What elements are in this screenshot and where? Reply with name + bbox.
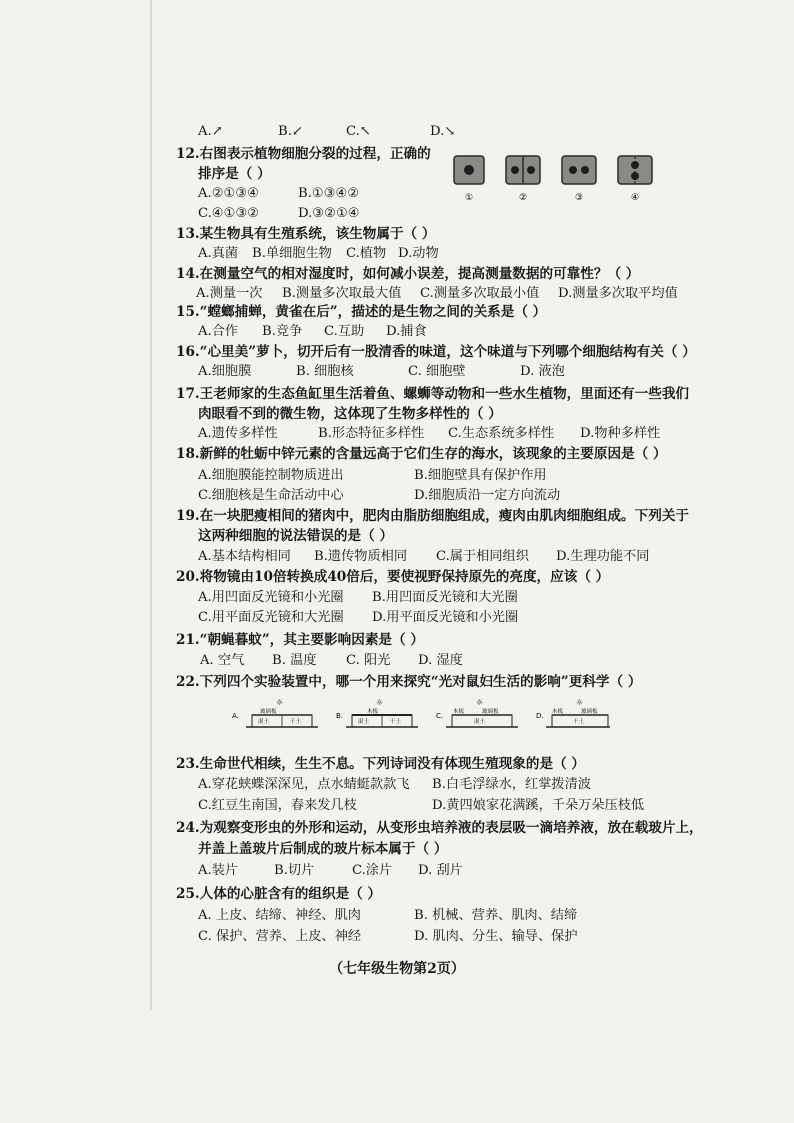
q17-option-b: B.形态特征多样性 [318, 426, 425, 441]
q23-option-c: C.红豆生南国，春来发几枝 [198, 798, 357, 813]
q11-option-c: C.↖ [346, 124, 371, 139]
q12-option-b: B.①③④② [298, 186, 360, 201]
q24-option-c: C.涂片 [352, 863, 393, 878]
q19-stem-line1: 19.在一块肥瘦相间的猪肉中，肥肉由脂肪细胞组成，瘦肉由肌肉细胞组成。下列关于 [176, 508, 690, 524]
q16-option-a: A.细胞膜 [198, 364, 252, 379]
setup-d-cover-right: 玻璃板 [581, 709, 598, 715]
setup-a-cover-left: 玻璃板 [260, 709, 277, 715]
q18-option-a: A.细胞膜能控制物质进出 [198, 468, 344, 483]
q18-stem: 18.新鲜的牡蛎中锌元素的含量远高于它们生存的海水，该现象的主要原因是（ ） [176, 446, 667, 462]
q12-stem-line2: 排序是（ ） [198, 166, 271, 182]
setup-c-cover-left: 木板 [453, 709, 465, 715]
setup-c-letter: C. [436, 712, 444, 720]
setup-b-soil-right: 干土 [390, 719, 402, 725]
setup-a-letter: A. [232, 712, 239, 720]
q11-option-d: D.↘ [430, 124, 456, 139]
q21-option-c: C. 阳光 [346, 653, 391, 668]
q20-option-c: C.用平面反光镜和大光圈 [198, 610, 344, 625]
q19-stem-line2: 这两种细胞的说法错误的是（ ） [198, 528, 394, 544]
q22-stem: 22.下列四个实验装置中，哪一个用来探究“光对鼠妇生活的影响”更科学（ ） [176, 674, 642, 690]
q24-stem-line2: 并盖上盖玻片后制成的玻片标本属于（ ） [198, 841, 448, 857]
setup-b-cover-left: 木板 [367, 709, 379, 715]
cell-division-figure [448, 150, 658, 205]
sun-icon: ☼ [376, 698, 384, 707]
sun-icon: ☼ [276, 698, 284, 707]
q25-option-b: B. 机械、营养、肌肉、结缔 [414, 908, 578, 923]
q25-option-d: D. 肌肉、分生、输导、保护 [414, 929, 578, 944]
q17-stem-line2: 肉眼看不到的微生物，这体现了生物多样性的（ ） [198, 406, 502, 422]
q17-stem-line1: 17.王老师家的生态鱼缸里生活着鱼、螺蛳等动物和一些水生植物，里面还有一些我们 [176, 386, 690, 402]
cell-label-4: ④ [631, 193, 640, 203]
q13-stem: 13.某生物具有生殖系统，该生物属于（ ） [176, 226, 436, 242]
q12-stem-line1: 12.右图表示植物细胞分裂的过程，正确的 [176, 146, 431, 162]
setup-a [232, 698, 318, 727]
q11-option-b: B.↙ [278, 124, 303, 139]
setup-d-cover-left: 木板 [552, 709, 564, 715]
q17-option-c: C.生态系统多样性 [448, 426, 555, 441]
q25-stem: 25.人体的心脏含有的组织是（ ） [176, 886, 382, 902]
q14-option-c: C.测量多次取最小值 [420, 286, 540, 301]
q23-option-b: B.白毛浮绿水，红掌拨清波 [432, 777, 591, 792]
setup-c [436, 698, 518, 727]
q18-option-b: B.细胞壁具有保护作用 [414, 468, 547, 483]
setup-c-soil-left: 湿土 [474, 719, 486, 725]
cell-label-3: ③ [575, 193, 584, 203]
q21-stem: 21.“朝蝇暮蚊”，其主要影响因素是（ ） [176, 632, 424, 648]
q16-option-b: B. 细胞核 [296, 364, 354, 379]
scan-edge [150, 0, 152, 1010]
setup-c-cover-right: 玻璃板 [482, 709, 499, 715]
q23-stem: 23.生命世代相续，生生不息。下列诗词没有体现生殖现象的是（ ） [176, 756, 586, 772]
q16-option-d: D. 液泡 [520, 364, 565, 379]
q23-option-d: D.黄四娘家花满蹊，千朵万朵压枝低 [432, 798, 645, 813]
q25-option-a: A. 上皮、结缔、神经、肌肉 [198, 908, 361, 923]
sun-icon: ☼ [576, 698, 584, 707]
q20-option-a: A.用凹面反光镜和小光圈 [198, 590, 344, 605]
cell-stage-4 [618, 156, 652, 184]
q11-option-a: A.↗ [198, 124, 223, 139]
q15-option-c: C.互助 [324, 324, 365, 339]
setup-d-letter: D. [536, 712, 544, 720]
cell-stage-1 [454, 156, 484, 184]
q16-stem: 16.“心里美”萝卜，切开后有一股清香的味道，这个味道与下列哪个细胞结构有关（ ） [176, 344, 696, 360]
q20-option-d: D.用平面反光镜和小光圈 [372, 610, 519, 625]
q17-option-d: D.物种多样性 [580, 426, 661, 441]
q19-option-c: C.属于相同组织 [436, 549, 529, 564]
q12-option-d: D.③②①④ [298, 206, 360, 221]
q24-option-b: B.切片 [274, 863, 315, 878]
setup-a-soil-left: 湿土 [258, 719, 270, 725]
q12-option-a: A.②①③④ [198, 186, 260, 201]
q14-stem: 14.在测量空气的相对湿度时，如何减小误差，提高测量数据的可靠性？（ ） [176, 266, 640, 282]
cell-label-1: ① [465, 193, 474, 203]
setup-b [336, 698, 418, 727]
q13-option-c: C.植物 [346, 246, 387, 261]
q15-option-d: D.捕食 [386, 324, 427, 339]
q25-option-c: C. 保护、营养、上皮、神经 [198, 929, 362, 944]
cell-stage-2 [506, 156, 540, 184]
q15-option-b: B.竞争 [262, 324, 303, 339]
cell-stage-3 [562, 156, 596, 184]
q16-option-c: C. 细胞壁 [408, 364, 466, 379]
q21-option-d: D. 湿度 [418, 653, 463, 668]
page-footer: （七年级生物第2页） [329, 961, 465, 977]
q19-option-d: D.生理功能不同 [556, 549, 650, 564]
q15-option-a: A.合作 [198, 324, 239, 339]
experiment-setups-figure [230, 698, 610, 738]
q19-option-a: A.基本结构相同 [198, 549, 291, 564]
q12-option-c: C.④①③② [198, 206, 260, 221]
setup-b-soil-left: 湿土 [358, 719, 370, 725]
q24-stem-line1: 24.为观察变形虫的外形和运动，从变形虫培养液的表层吸一滴培养液，放在载玻片上， [176, 820, 703, 836]
q20-stem: 20.将物镜由10倍转换成40倍后，要使视野保持原先的亮度，应该（ ） [176, 569, 610, 585]
setup-d-soil-left: 干土 [573, 719, 585, 725]
q20-option-b: B.用凹面反光镜和大光圈 [372, 590, 518, 605]
q14-option-a: A.测量一次 [196, 286, 263, 301]
setup-a-soil-right: 干土 [290, 719, 302, 725]
q24-option-d: D. 刮片 [418, 863, 463, 878]
q24-option-a: A.装片 [198, 863, 239, 878]
setup-d [536, 698, 610, 727]
q21-option-a: A. 空气 [200, 653, 245, 668]
sun-icon: ☼ [476, 698, 484, 707]
q14-option-b: B.测量多次取最大值 [282, 286, 402, 301]
q14-option-d: D.测量多次取平均值 [558, 286, 678, 301]
q15-stem: 15.“螳螂捕蝉，黄雀在后”，描述的是生物之间的关系是（ ） [176, 304, 547, 320]
q18-option-d: D.细胞质沿一定方向流动 [414, 488, 561, 503]
q18-option-c: C.细胞核是生命活动中心 [198, 488, 344, 503]
q23-option-a: A.穿花蛱蝶深深见，点水蜻蜓款款飞 [198, 777, 410, 792]
q19-option-b: B.遗传物质相同 [314, 549, 408, 564]
q17-option-a: A.遗传多样性 [198, 426, 278, 441]
q21-option-b: B. 温度 [272, 653, 317, 668]
q13-option-b: B.单细胞生物 [252, 246, 332, 261]
q13-option-d: D.动物 [398, 246, 439, 261]
q13-option-a: A.真菌 [198, 246, 239, 261]
setup-b-letter: B. [336, 712, 344, 720]
cell-label-2: ② [519, 193, 528, 203]
